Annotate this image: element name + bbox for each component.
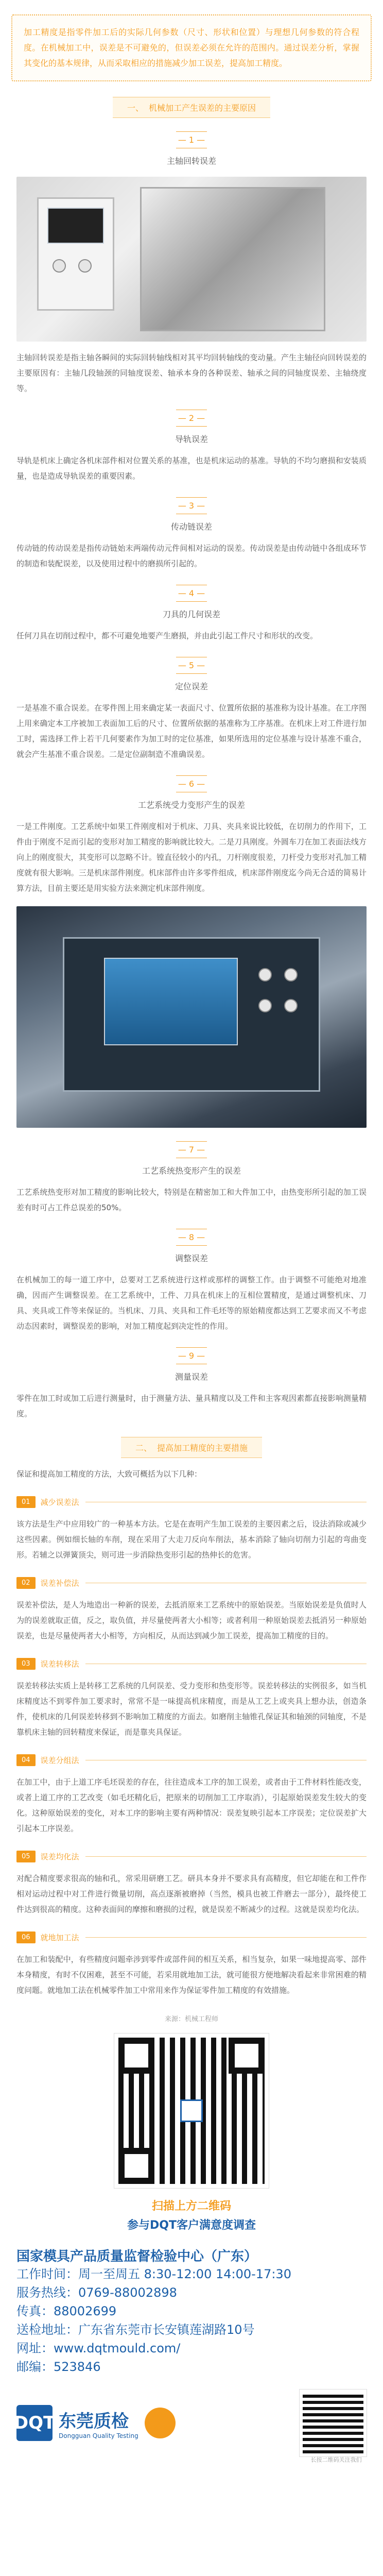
- method4-text: 在加工中，由于上道工序毛坯误差的存在，往往造成本工序的加工误差，或者由于工件材料性能改变，或者上道工序的工艺改变（如毛坯精化后，把原来的切削加工工序取消），引起原始误差发生较大的变化。这种原始误差的变化，对本工序的影响主要有两种情况：误差复映引起本工序误差；定位误差扩大引起本工序误差。: [16, 1777, 367, 1833]
- method3-title: 误差转移法: [40, 1659, 79, 1669]
- method2-title: 误差补偿法: [40, 1579, 79, 1588]
- intro-text: 加工精度是指零件加工后的实际几何参数（尺寸、形状和位置）与理想几何参数的符合程度。在机械加工中，误差是不可避免的，但误差必须在允许的范围内。通过误差分析，掌握其变化的基本规律，从而采取相应的措施减少加工误差，提高加工精度。: [24, 27, 359, 68]
- section1-heading: [31, 97, 352, 118]
- method3-tag: 03: [16, 1658, 36, 1670]
- article-page: [0, 14, 383, 2463]
- item1-marker: — 1 —: [0, 131, 383, 148]
- address: 送检地址：广东省东莞市长安镇莲湖路10号: [16, 2323, 255, 2337]
- method2-tag: 02: [16, 1577, 36, 1589]
- follow-qr-caption: 长按二维码关注我们: [310, 2456, 362, 2463]
- service-phone: 服务热线：0769-88002898: [16, 2285, 177, 2300]
- qr-caption-scan: 扫描上方二维码: [151, 2200, 231, 2213]
- work-hours: 工作时间：周一至周五 8:30-12:00 14:00-17:30: [16, 2267, 291, 2281]
- method1-heading: [16, 1496, 367, 1508]
- item8-marker: — 8 —: [0, 1229, 383, 1246]
- item3-text: 传动链的传动误差是指传动链始末两端传动元件间相对运动的误差。传动误差是由传动链中各组成环节的制造和装配误差，以及使用过程中的磨损所引起的。: [16, 544, 367, 568]
- section2-heading: [31, 1437, 352, 1458]
- method5-text: 对配合精度要求很高的轴和孔，常采用研磨工艺。研具本身并不要求具有高精度，但它却能在和工件作相对运动过程中对工件进行微量切削，高点逐渐被磨掉（当然，模具也被工件磨去一部分），最终使工件达到很高的精度。这种表面间的摩擦和磨损的过程，就是误差不断减少的过程。这就是误差均化法。: [16, 1874, 367, 1914]
- item6-title: 工艺系统受力变形产生的误差: [137, 800, 245, 810]
- method3-heading: [16, 1658, 367, 1670]
- brand-subtitle: Dongguan Quality Testing: [59, 2432, 138, 2439]
- zip-code: 邮编：523846: [16, 2360, 101, 2374]
- method2-heading: [16, 1577, 367, 1589]
- item2-title: 导轨误差: [175, 434, 208, 444]
- method1-tag: 01: [16, 1496, 36, 1508]
- item4-title: 刀具的几何误差: [162, 609, 220, 619]
- item9-marker: — 9 —: [0, 1347, 383, 1364]
- source-note: 来源：机械工程师: [164, 2015, 218, 2023]
- survey-qr-code[interactable]: [114, 2033, 269, 2188]
- method4-tag: 04: [16, 1754, 36, 1766]
- method5-title: 误差均化法: [40, 1852, 79, 1861]
- item1-text: 主轴回转误差是指主轴各瞬间的实际回转轴线相对其平均回转轴线的变动量。产生主轴径向回转误差的主要原因有：主轴几段轴颈的同轴度误差、轴承本身的各种误差、轴承之间的同轴度误差、主轴绕度等。: [16, 353, 367, 393]
- method6-text: 在加工和装配中，有些精度问题牵涉到零件或部件间的相互关系，相当复杂，如果一味地提高零、部件本身精度，有时不仅困难，甚至不可能，若采用就地加工法，就可能很方便地解决看起来非常困难的精度问题。就地加工法在机械零件加工中常用来作为保证零件加工精度的有效措施。: [16, 1955, 367, 1995]
- section1-bar: [113, 97, 270, 118]
- method1-text: 该方法是生产中应用较广的一种基本方法。它是在查明产生加工误差的主要因素之后，设法消除或减少这些因素。例如细长轴的车削，现在采用了大走刀反向车削法，基本消除了轴向切削力引起的弯曲变形。若辅之以弹簧顶尖，则可进一步消除热变形引起的热伸长的危害。: [16, 1519, 367, 1560]
- section2-bar: [121, 1437, 262, 1458]
- section2-number: 二、: [135, 1443, 152, 1453]
- section1-number: 一、: [127, 103, 144, 113]
- follow-qr-code[interactable]: [300, 2389, 367, 2463]
- item2-text: 导轨是机床上确定各机床部件相对位置关系的基准，也是机床运动的基准。导轨的不均匀磨损和安装质量，也是造成导轨误差的重要因素。: [16, 456, 367, 481]
- item4-text: 任何刀具在切削过程中，都不可避免地要产生磨损，并由此引起工件尺寸和形状的改变。: [16, 631, 318, 640]
- item7-text: 工艺系统热变形对加工精度的影响比较大，特别是在精密加工和大件加工中，由热变形所引起的加工误差有时可占工件总误差的50%。: [16, 1188, 367, 1212]
- method4-heading: [16, 1754, 367, 1766]
- brand-block: [13, 2405, 176, 2441]
- brand-row: [13, 2389, 367, 2463]
- item9-title: 测量误差: [175, 1372, 208, 1382]
- item6-marker: — 6 —: [0, 775, 383, 792]
- cnc-photo: [16, 906, 367, 1128]
- item7-marker: — 7 —: [0, 1141, 383, 1158]
- item7-title: 工艺系统热变形产生的误差: [142, 1166, 241, 1176]
- item5-text: 一是基准不重合误差。在零件图上用来确定某一表面尺寸、位置所依据的基准称为设计基准。在工序图上用来确定本工序被加工表面加工后的尺寸、位置所依据的基准称为工序基准。在机床上对工件进行加工时，需选择工件上若干几何要素作为加工时的定位基准，如果所选用的定位基准与设计基准不重合，就会产生基准不重合误差。二是定位副制造不准确误差。: [16, 703, 367, 759]
- item2-marker: — 2 —: [0, 410, 383, 427]
- section1-title: 机械加工产生误差的主要原因: [149, 103, 256, 113]
- item8-title: 调整误差: [175, 1253, 208, 1263]
- item3-marker: — 3 —: [0, 497, 383, 514]
- intro-box: [11, 14, 372, 81]
- contact-info: [16, 2246, 367, 2376]
- qr-logo-icon: [180, 2099, 203, 2122]
- website: 网址：www.dqtmould.com/: [16, 2341, 181, 2355]
- machine-photo: [16, 177, 367, 342]
- org-name: 国家模具产品质量监督检验中心（广东）: [16, 2249, 258, 2264]
- fax: 传真：88002699: [16, 2304, 117, 2318]
- item9-text: 零件在加工时或加工后进行测量时，由于测量方法、量具精度以及工件和主客观因素都直接影响测量精度。: [16, 1394, 367, 1418]
- brand-name: 东莞质检: [59, 2411, 129, 2432]
- item5-title: 定位误差: [175, 682, 208, 691]
- method3-text: 误差转移法实质上是转移工艺系统的几何误差、受力变形和热变形等。误差转移法的实例很多，如当机床精度达不到零件加工要求时，常常不是一味提高机床精度，而是从工艺上或夹具上想办法，创造条件，使机床的几何误差转移到不影响加工精度的方面去。如磨削主轴锥孔保证其和轴颈的同轴度，不是靠机床主轴的回转精度来保证，而是靠夹具保证。: [16, 1681, 367, 1737]
- item3-title: 传动链误差: [170, 522, 212, 532]
- method5-heading: [16, 1851, 367, 1862]
- method5-tag: 05: [16, 1851, 36, 1862]
- section2-intro: 保证和提高加工精度的方法，大致可概括为以下几种：: [16, 1469, 202, 1479]
- method2-text: 误差补偿法，是人为地造出一种新的误差，去抵消原来工艺系统中的原始误差。当原始误差是负值时人为的误差就取正值，反之，取负值，并尽量使两者大小相等；或者利用一种原始误差去抵消另一种原始误差，也是尽量使两者大小相等，方向相反，从而达到减少加工误差，提高加工精度的目的。: [16, 1600, 367, 1640]
- method6-heading: [16, 1931, 367, 1943]
- method1-title: 减少误差法: [40, 1498, 79, 1507]
- dqt-logo-icon: DQT: [16, 2405, 53, 2441]
- method4-title: 误差分组法: [40, 1756, 79, 1765]
- item5-marker: — 5 —: [0, 657, 383, 674]
- method6-tag: 06: [16, 1931, 36, 1943]
- item6-text: 一是工件刚度。工艺系统中如果工件刚度相对于机床、刀具、夹具来说比较低，在切削力的作用下，工件由于刚度不足而引起的变形对加工精度的影响就比较大。二是刀具刚度。外圆车刀在加工表面法线方向上的刚度很大，其变形可以忽略不计。镗直径较小的内孔，刀杆刚度很差，刀杆受力变形对孔加工精度就有很大影响。三是机床部件刚度。机床部件由许多零件组成，机床部件刚度迄今尚无合适的简易计算方法，目前主要还是用实验方法来测定机床部件刚度。: [16, 822, 367, 893]
- brand-badge-icon: [145, 2408, 176, 2438]
- section2-title: 提高加工精度的主要措施: [157, 1443, 248, 1453]
- method6-title: 就地加工法: [40, 1933, 79, 1942]
- survey-qr-block: [0, 2033, 383, 2232]
- item8-text: 在机械加工的每一道工序中，总要对工艺系统进行这样或那样的调整工作。由于调整不可能绝对地准确，因而产生调整误差。在工艺系统中，工件、刀具在机床上的互相位置精度，是通过调整机床、刀具、夹具或工件等来保证的。当机床、刀具、夹具和工件毛坯等的原始精度都达到工艺要求而又不考虑动态因素时，调整误差的影响，对加工精度起到决定性的作用。: [16, 1275, 367, 1331]
- item4-marker: — 4 —: [0, 585, 383, 602]
- item1-title: 主轴回转误差: [166, 156, 216, 166]
- qr-caption-survey: 参与DQT客户满意度调查: [127, 2219, 256, 2232]
